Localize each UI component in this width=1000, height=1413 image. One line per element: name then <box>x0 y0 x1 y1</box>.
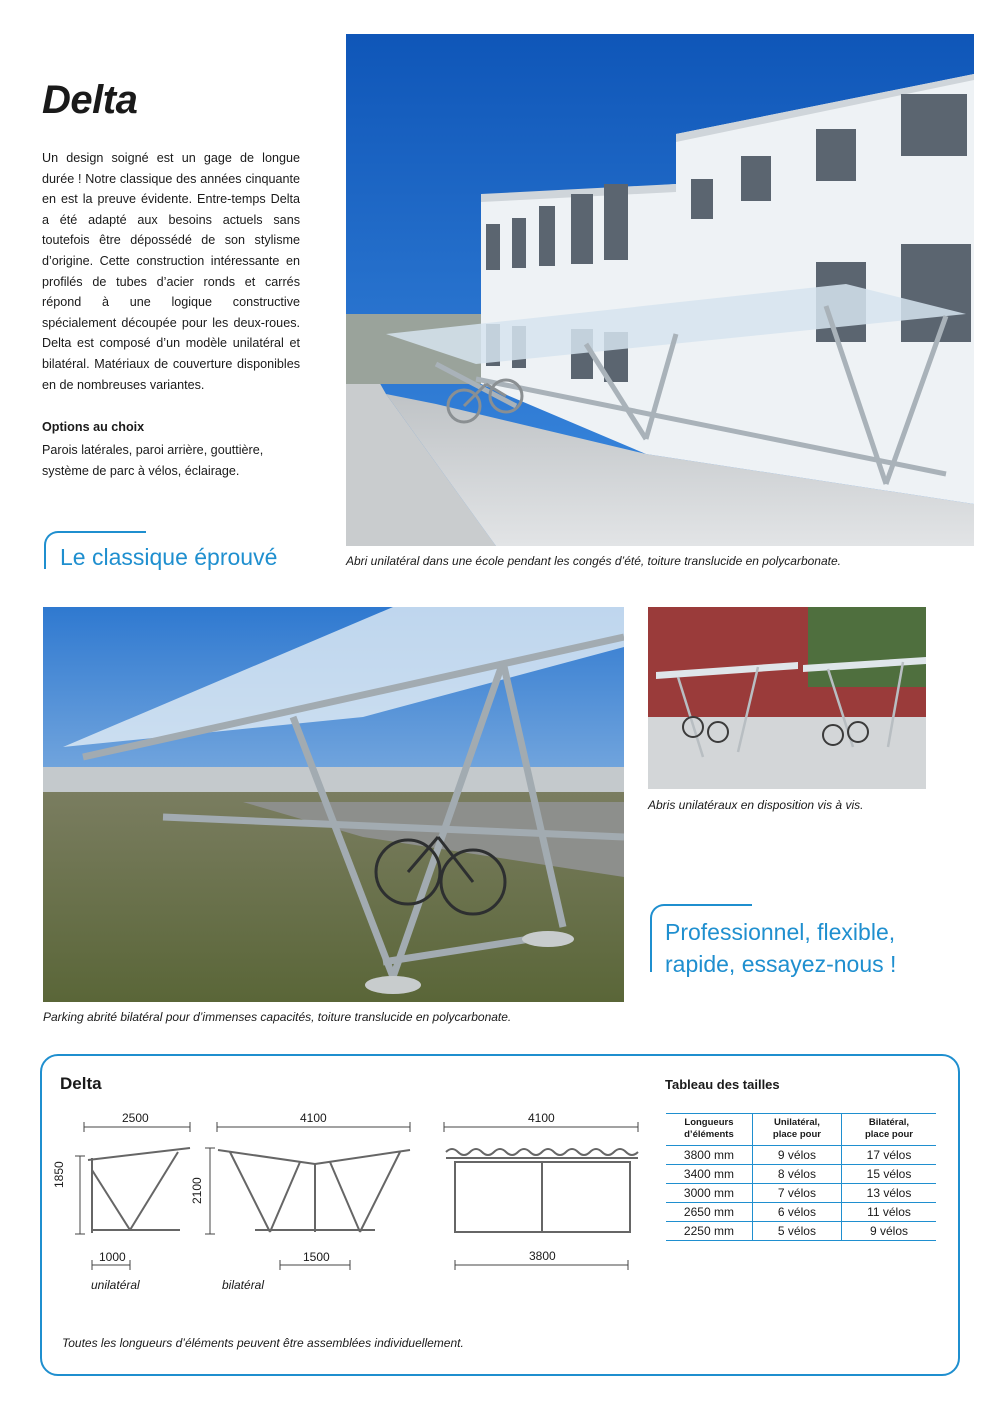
caption-photo-parking: Parking abrité bilatéral pour d’immenses capacités, toiture translucide en polycarbonate. <box>43 1010 512 1024</box>
dim-uni-depth: 1000 <box>99 1250 126 1264</box>
tagline-professional-line1: Professionnel, flexible, <box>665 919 896 945</box>
header-bilateral: Bilatéral, place pour <box>841 1114 936 1146</box>
size-table-title: Tableau des tailles <box>665 1077 780 1092</box>
tagline-classic: Le classique éprouvé <box>60 544 278 570</box>
tagline-professional-line2: rapide, essayez-nous ! <box>665 951 897 977</box>
photo-bilateral-parking <box>43 607 624 1002</box>
table-row: 2250 mm 5 vélos 9 vélos <box>666 1222 936 1241</box>
specs-title: Delta <box>60 1074 102 1093</box>
label-bilateral: bilatéral <box>222 1278 265 1292</box>
dim-front-length: 3800 <box>529 1249 556 1263</box>
tagline-professional <box>665 916 896 980</box>
size-table <box>666 1113 936 1241</box>
dim-bi-width: 4100 <box>300 1111 327 1125</box>
caption-photo-school: Abri unilatéral dans une école pendant les congés d’été, toiture translucide en polycarbonate. <box>346 554 841 568</box>
caption-photo-facing: Abris unilatéraux en disposition vis à vis. <box>648 798 864 812</box>
table-row: 3800 mm 9 vélos 17 vélos <box>666 1146 936 1165</box>
intro-text: Un design soigné est un gage de longue durée ! Notre classique des années cinquante en est la preuve évidente. Entre-temps Delta a été adapté aux besoins actuels sans toutefois être dépossédé de son stylisme d’origine. Cette construction intéressante en profilés de tubes d’acier ronds et carrés répond à une logique constructive spécialement découpée pour les deux-roues. Delta est composé d’un modèle unilatéral et bilatéral. Matériaux de couverture disponibles en de nombreuses variantes. <box>42 151 300 392</box>
header-unilateral: Unilatéral, place pour <box>752 1114 841 1146</box>
options-text: Parois latérales, paroi arrière, gouttière, système de parc à vélos, éclairage. <box>42 443 264 478</box>
dim-uni-width: 2500 <box>122 1111 149 1125</box>
page-title: Delta <box>42 78 138 122</box>
dim-bi-base: 1500 <box>303 1250 330 1264</box>
label-unilateral: unilatéral <box>91 1278 140 1292</box>
specs-footnote: Toutes les longueurs d’éléments peuvent être assemblées individuellement. <box>62 1336 464 1350</box>
size-table-header-row <box>666 1114 936 1146</box>
photo-facing-shelters <box>648 607 926 789</box>
dim-front-width: 4100 <box>528 1111 555 1125</box>
dim-uni-height: 1850 <box>52 1161 66 1188</box>
table-row: 2650 mm 6 vélos 11 vélos <box>666 1203 936 1222</box>
table-row: 3000 mm 7 vélos 13 vélos <box>666 1184 936 1203</box>
table-row: 3400 mm 8 vélos 15 vélos <box>666 1165 936 1184</box>
dim-bi-height: 2100 <box>190 1177 204 1204</box>
options-title: Options au choix <box>42 420 145 434</box>
header-length: Longueurs d’éléments <box>666 1114 752 1146</box>
photo-school-shelter <box>346 34 974 546</box>
